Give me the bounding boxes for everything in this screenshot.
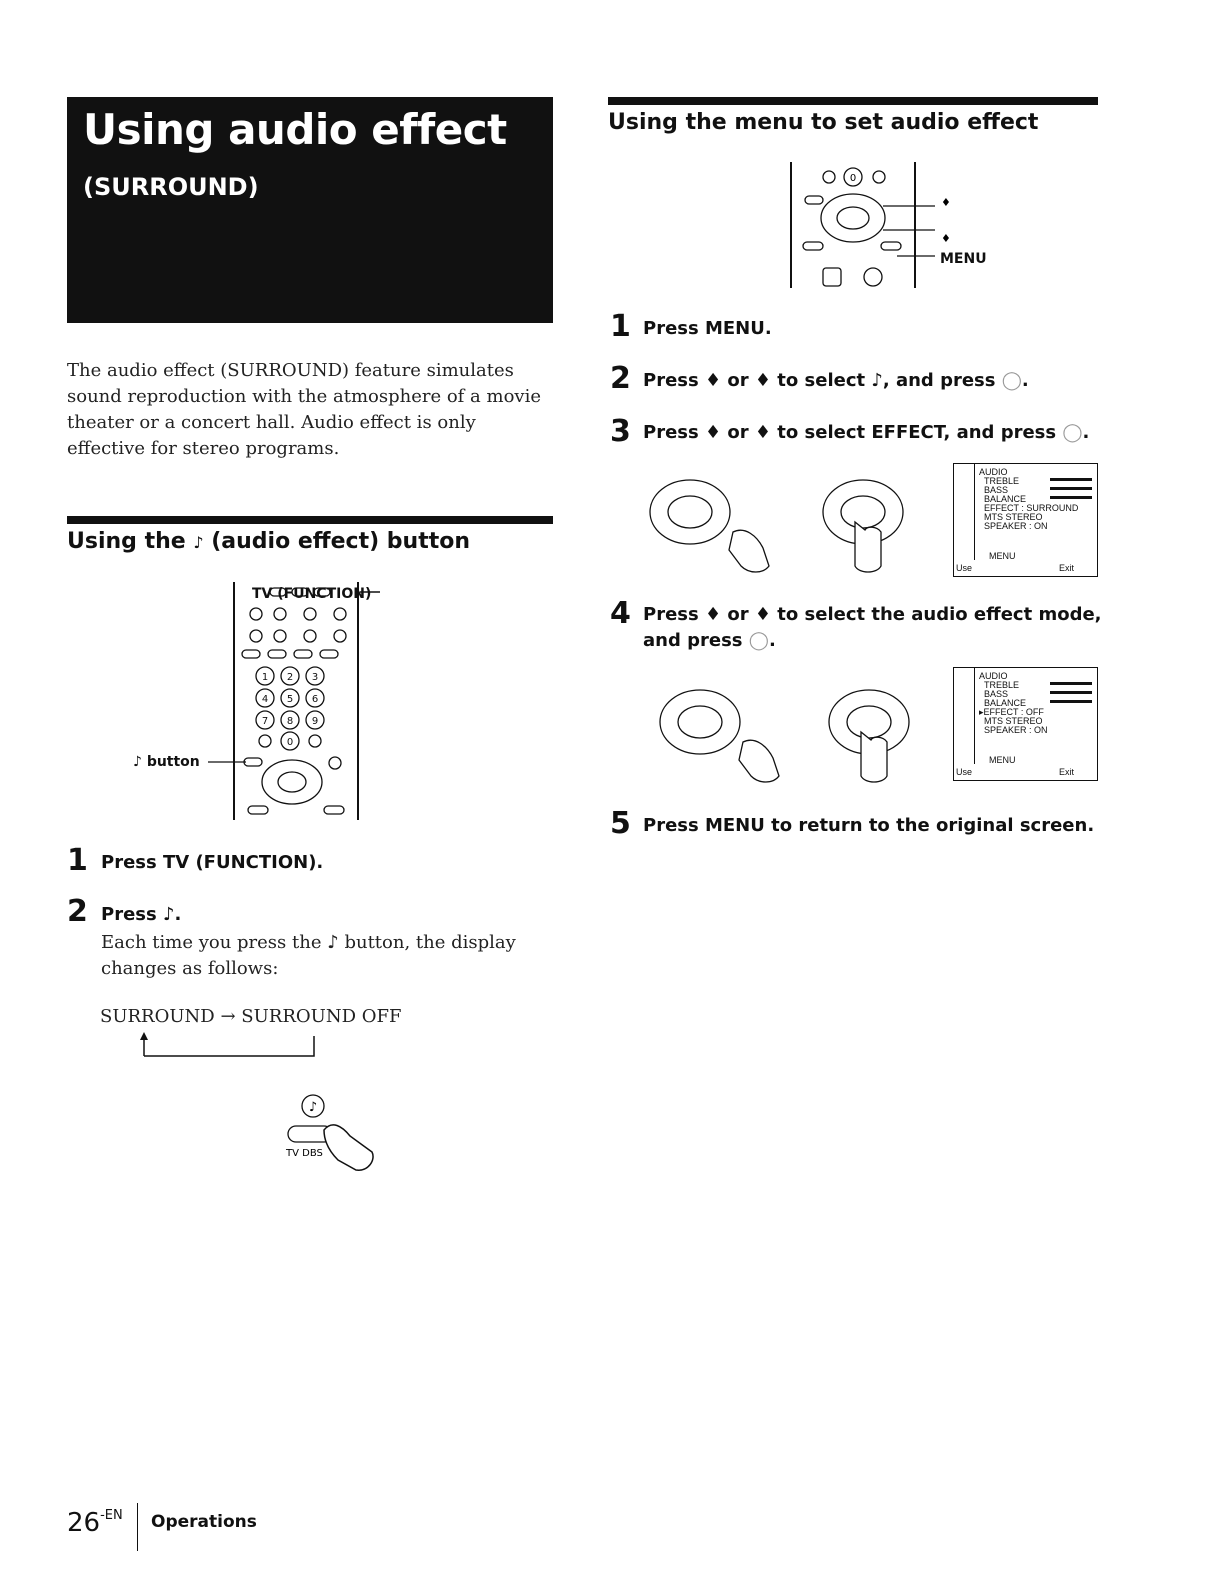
svg-text:0: 0 (849, 173, 857, 184)
osd-title: AUDIO (979, 671, 1008, 681)
svg-text:0: 0 (286, 737, 294, 748)
svg-text:♦: ♦ (941, 196, 951, 209)
right-step-4-text2: and press ◯. (643, 630, 776, 651)
audio-effect-icon: ♪ (193, 533, 204, 552)
right-step-1-text: Press MENU. (643, 318, 772, 339)
select-button-icon: ◯ (1062, 422, 1083, 443)
right-step-4-text: Press ♦ or ♦ to select the audio effect mode, (643, 604, 1102, 625)
osd-audio-menu-1: AUDIO TREBLE BASS BALANCE EFFECT : SURROUND MTS STEREO SPEAKER : ON MENU Use Exit (953, 463, 1098, 577)
svg-text:♦: ♦ (941, 232, 951, 245)
left-step-2-body: Each time you press the ♪ button, the display changes as follows: (101, 932, 516, 979)
svg-text:9: 9 (311, 716, 319, 727)
title-block (67, 97, 553, 323)
svg-text:3: 3 (311, 672, 319, 683)
right-step-3-text: Press ♦ or ♦ to select EFFECT, and press ◯. (643, 422, 1090, 443)
left-section-heading (67, 529, 470, 554)
section-rule-right (608, 97, 1098, 105)
page-subtitle: (SURROUND) (83, 173, 259, 201)
cycle-to: SURROUND OFF (241, 1006, 402, 1027)
select-button-icon: ◯ (748, 630, 769, 651)
right-step-1-number: 1 (610, 309, 631, 344)
svg-text:♪: ♪ (308, 1100, 318, 1115)
cycle-diagram (100, 1006, 401, 1027)
audio-effect-icon: ♪ (163, 904, 175, 925)
left-step-2-number: 2 (67, 894, 88, 929)
right-step-2-text: Press ♦ or ♦ to select ♪, and press ◯. (643, 370, 1029, 391)
section-rule-left (67, 516, 553, 524)
right-step-5-number: 5 (610, 806, 631, 841)
label-audio-button: ♪ button (133, 754, 200, 770)
remote-illustration-right (785, 160, 1005, 295)
right-step-5-text: Press MENU to return to the original screen. (643, 815, 1095, 836)
label-menu: MENU (940, 251, 987, 267)
osd-icon-column (954, 668, 975, 764)
label-tv-function: TV (FUNCTION) (252, 586, 372, 602)
right-step-2-number: 2 (610, 361, 631, 396)
select-button-icon: ◯ (1001, 370, 1022, 391)
svg-text:8: 8 (286, 716, 294, 727)
svg-text:2: 2 (286, 672, 294, 683)
svg-text:7: 7 (261, 716, 269, 727)
page-title: Using audio effect (83, 105, 507, 154)
svg-text:5: 5 (286, 694, 294, 705)
right-step-3-number: 3 (610, 414, 631, 449)
cycle-from: SURROUND (100, 1006, 215, 1027)
tv-dbs-button-illustration (280, 1090, 390, 1180)
tv-dbs-label: TV DBS (286, 1148, 323, 1159)
heading-post: (audio effect) button (211, 529, 471, 554)
cycle-return-arrow (136, 1030, 326, 1060)
audio-effect-icon: ♪ (327, 932, 339, 953)
joystick-illustration-step4 (655, 680, 935, 790)
footer-page-number: $26^{-EN}$ (67, 1508, 123, 1538)
osd-icon-column (954, 464, 975, 560)
osd-title: AUDIO (979, 467, 1008, 477)
audio-effect-icon: ♪ (133, 754, 142, 770)
footer-divider (137, 1503, 138, 1551)
right-step-4-number: 4 (610, 596, 631, 631)
svg-text:1: 1 (261, 672, 269, 683)
right-section-heading: Using the menu to set audio effect (608, 110, 1039, 135)
left-step-1-number: 1 (67, 843, 88, 878)
osd-audio-menu-2: AUDIO TREBLE BASS BALANCE ▸EFFECT : OFF MTS STEREO SPEAKER : ON MENU Use Exit (953, 667, 1098, 781)
footer-section: Operations (151, 1512, 257, 1532)
left-step-2-text: Press ♪. (101, 904, 182, 925)
heading-pre: Using the (67, 529, 186, 554)
svg-text:6: 6 (311, 694, 319, 705)
remote-illustration-left (130, 580, 530, 825)
svg-text:4: 4 (261, 694, 269, 705)
left-step-1-text: Press TV (FUNCTION). (101, 852, 324, 873)
arrow-right-icon: → (220, 1006, 236, 1027)
intro-paragraph: The audio effect (SURROUND) feature simulates sound reproduction with the atmosphere of a movie theater or a concert hall. Audio effect is only effective for stereo programs. (67, 360, 541, 459)
joystick-illustration-step3 (645, 470, 925, 580)
